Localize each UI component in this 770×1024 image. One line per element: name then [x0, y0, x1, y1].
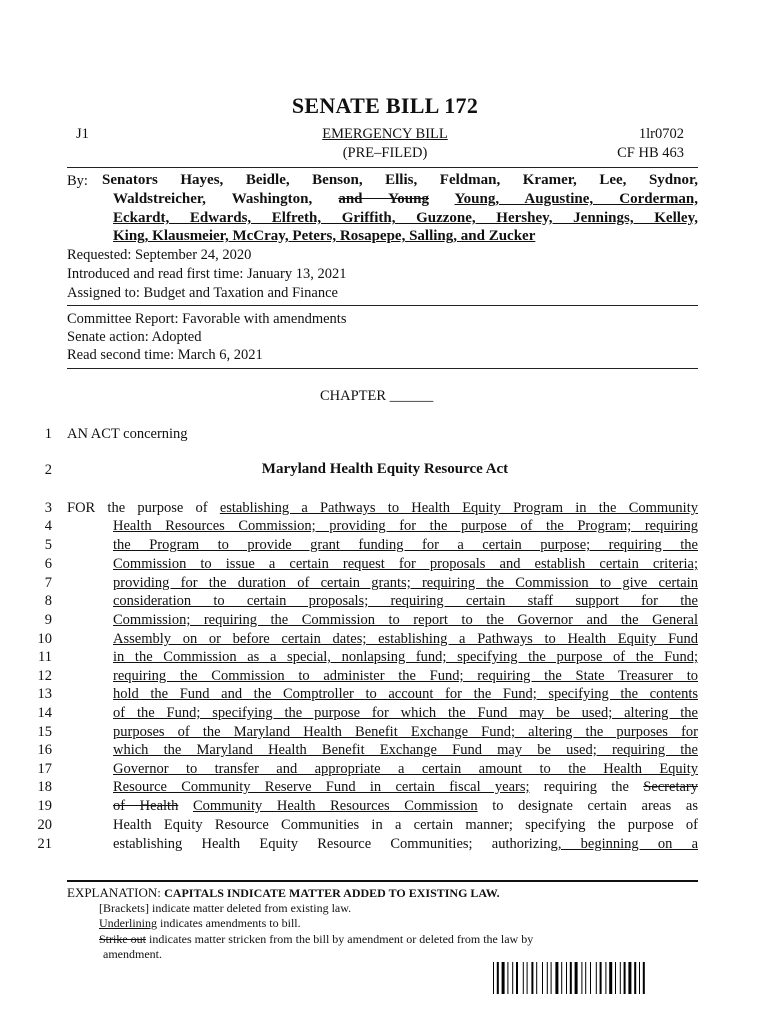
bill-title: SENATE BILL 172 — [291, 93, 479, 118]
committee-report: Committee Report: Favorable with amendments — [67, 311, 347, 327]
barcode-bar — [547, 962, 548, 994]
barcode-bar — [590, 962, 591, 994]
line-number-17: 17 — [37, 761, 52, 777]
barcode-bar — [585, 962, 586, 994]
purpose-line-3 — [67, 499, 698, 517]
sponsor-added: Young, Augustine, Corderman, — [454, 191, 699, 207]
line-19-added: Community Health Resources Commission — [192, 798, 478, 814]
line-19-space — [178, 798, 193, 814]
line-number-5: 5 — [44, 537, 52, 553]
line-19-struck: of Health — [113, 798, 179, 814]
barcode-bar — [531, 962, 533, 994]
barcode-bar — [561, 962, 562, 994]
barcode-bar — [639, 962, 640, 994]
line-18-struck: Secretary — [643, 779, 698, 795]
line-number-12: 12 — [37, 668, 52, 684]
line-number-20: 20 — [37, 817, 52, 833]
barcode-bar — [624, 962, 626, 994]
barcode-bar — [605, 962, 606, 994]
committee-divider — [67, 368, 698, 369]
senate-action: Senate action: Adopted — [67, 329, 202, 345]
brackets-symbol: [Brackets] — [99, 901, 149, 915]
line-number-16: 16 — [37, 742, 52, 758]
purpose-line-19 — [113, 797, 698, 815]
line-number-2: 2 — [44, 462, 52, 478]
explanation-divider — [67, 880, 698, 882]
barcode-bar — [493, 962, 494, 994]
explanation-label: EXPLANATION: — [67, 885, 161, 900]
purpose-line-13: hold the Fund and the Comptroller to account for the Fund; specifying the contents — [113, 686, 698, 702]
purpose-line-21 — [113, 835, 698, 853]
introduced-date: Introduced and read first time: January 13, 2021 — [67, 266, 347, 282]
purpose-line-5: the Program to provide grant funding for a certain purpose; requiring the — [113, 537, 698, 553]
history-divider — [67, 305, 698, 306]
purpose-line-10: Assembly on or before certain dates; establishing a Pathways to Health Equity Fund — [113, 631, 698, 647]
bill-number: 1lr0702 — [638, 126, 684, 142]
purpose-line-11: in the Commission as a special, nonlapsing fund; specifying the purpose of the Fund; — [113, 649, 698, 665]
prefiled-label: (PRE–FILED) — [342, 145, 428, 161]
cross-file: CF HB 463 — [617, 145, 684, 161]
purpose-line-16: which the Maryland Health Benefit Exchange Fund may be used; requiring the — [113, 742, 698, 758]
brackets-text: indicate matter deleted from existing law. — [148, 901, 352, 915]
line-number-3: 3 — [44, 500, 52, 516]
barcode-bar — [575, 962, 578, 994]
line-21-plain: establishing Health Equity Resource Communities; authorizing — [113, 836, 558, 852]
barcode-bar — [634, 962, 636, 994]
act-concerning: AN ACT concerning — [67, 426, 188, 442]
purpose-line-8: consideration to certain proposals; requiring certain staff support for the — [113, 593, 698, 609]
barcode-bar — [502, 962, 505, 994]
strike-text: indicates matter stricken from the bill by amendment or deleted from the law by — [146, 932, 534, 946]
barcode-bar — [523, 962, 524, 994]
sponsor-line-4: King, Klausmeier, McCray, Peters, Rosapepe, Salling, and Zucker — [113, 228, 536, 244]
sponsor-line-3: Eckardt, Edwards, Elfreth, Griffith, Guzzone, Hershey, Jennings, Kelley, — [113, 210, 698, 226]
chapter-label: CHAPTER ______ — [320, 388, 434, 404]
purpose-line-18 — [113, 778, 698, 796]
line-number-10: 10 — [37, 631, 52, 647]
barcode-bar — [609, 962, 612, 994]
barcode-bar — [555, 962, 558, 994]
barcode-bar — [507, 962, 508, 994]
line-number-19: 19 — [37, 798, 52, 814]
explanation-caps: CAPITALS INDICATE MATTER ADDED TO EXISTING LAW. — [164, 886, 500, 900]
explanation-strike-cont: amendment. — [103, 947, 162, 961]
line-number-13: 13 — [37, 686, 52, 702]
header-divider — [67, 167, 698, 168]
line-number-21: 21 — [37, 836, 52, 852]
barcode-bar — [615, 962, 616, 994]
explanation-underlining — [99, 916, 301, 931]
line-number-1: 1 — [44, 426, 52, 442]
subject-code: J1 — [76, 126, 89, 142]
purpose-line-7: providing for the duration of certain grants; requiring the Commission to give certain — [113, 575, 698, 591]
line-18-added: Resource Community Reserve Fund in certain fiscal years; — [113, 779, 530, 795]
barcode-bar — [497, 962, 499, 994]
purpose-plain: FOR the purpose of — [67, 500, 220, 516]
barcode-bar — [620, 962, 621, 994]
explanation-heading — [67, 885, 500, 901]
sponsor-line-2-plain: Waldstreicher, Washington, — [113, 191, 313, 207]
barcode-bar — [551, 962, 552, 994]
barcode-bar — [643, 962, 645, 994]
purpose-line-17: Governor to transfer and appropriate a certain amount to the Health Equity — [113, 761, 698, 777]
purpose-line-12: requiring the Commission to administer the Fund; requiring the State Treasurer to — [113, 668, 698, 684]
purpose-line-20: Health Equity Resource Communities in a certain manner; specifying the purpose of — [113, 817, 698, 833]
sponsor-struck: and Young — [338, 191, 429, 207]
barcode-graphic — [493, 962, 679, 994]
line-number-11: 11 — [38, 649, 52, 665]
barcode-bar — [628, 962, 631, 994]
explanation-strike — [99, 932, 533, 947]
line-18-plain: requiring the — [529, 779, 644, 795]
underlining-symbol: Underlining — [99, 916, 157, 930]
requested-date: Requested: September 24, 2020 — [67, 247, 252, 263]
underlining-text: indicates amendments to bill. — [157, 916, 301, 930]
barcode-bar — [512, 962, 513, 994]
barcode-bar — [527, 962, 528, 994]
bill-type: EMERGENCY BILL — [322, 126, 448, 142]
assigned-committee: Assigned to: Budget and Taxation and Finance — [67, 285, 338, 301]
sponsor-line-2 — [113, 191, 698, 208]
sponsor-line-1: Senators Hayes, Beidle, Benson, Ellis, Feldman, Kramer, Lee, Sydnor, — [102, 172, 698, 188]
line-number-4: 4 — [44, 518, 52, 534]
line-number-18: 18 — [37, 779, 52, 795]
explanation-brackets — [99, 901, 351, 916]
purpose-line-4: Health Resources Commission; providing for the purpose of the Program; requiring — [113, 518, 698, 534]
strike-symbol: Strike out — [99, 932, 146, 946]
barcode-bar — [542, 962, 543, 994]
line-number-8: 8 — [44, 593, 52, 609]
barcode-bar — [516, 962, 518, 994]
line-number-6: 6 — [44, 556, 52, 572]
purpose-line-15: purposes of the Maryland Health Benefit Exchange Fund; altering the purposes for — [113, 724, 698, 740]
barcode-bar — [581, 962, 582, 994]
by-label: By: — [67, 173, 88, 189]
barcode-bar — [570, 962, 572, 994]
purpose-line-14: of the Fund; specifying the purpose for which the Fund may be used; altering the — [113, 705, 698, 721]
line-number-9: 9 — [44, 612, 52, 628]
purpose-added: establishing a Pathways to Health Equity Program in the Community — [219, 500, 698, 516]
second-reading: Read second time: March 6, 2021 — [67, 347, 263, 363]
line-number-15: 15 — [37, 724, 52, 740]
line-number-7: 7 — [44, 575, 52, 591]
barcode-bar — [600, 962, 602, 994]
line-21-added: , beginning on a — [557, 836, 698, 852]
barcode-bar — [566, 962, 567, 994]
line-19-plain: to designate certain areas as — [477, 798, 698, 814]
barcode-bar — [536, 962, 537, 994]
short-title: Maryland Health Equity Resource Act — [261, 461, 509, 477]
purpose-line-6: Commission to issue a certain request for proposals and establish certain criteria; — [113, 556, 698, 572]
line-number-14: 14 — [37, 705, 52, 721]
barcode-bar — [596, 962, 597, 994]
purpose-line-9: Commission; requiring the Commission to report to the Governor and the General — [113, 612, 698, 628]
